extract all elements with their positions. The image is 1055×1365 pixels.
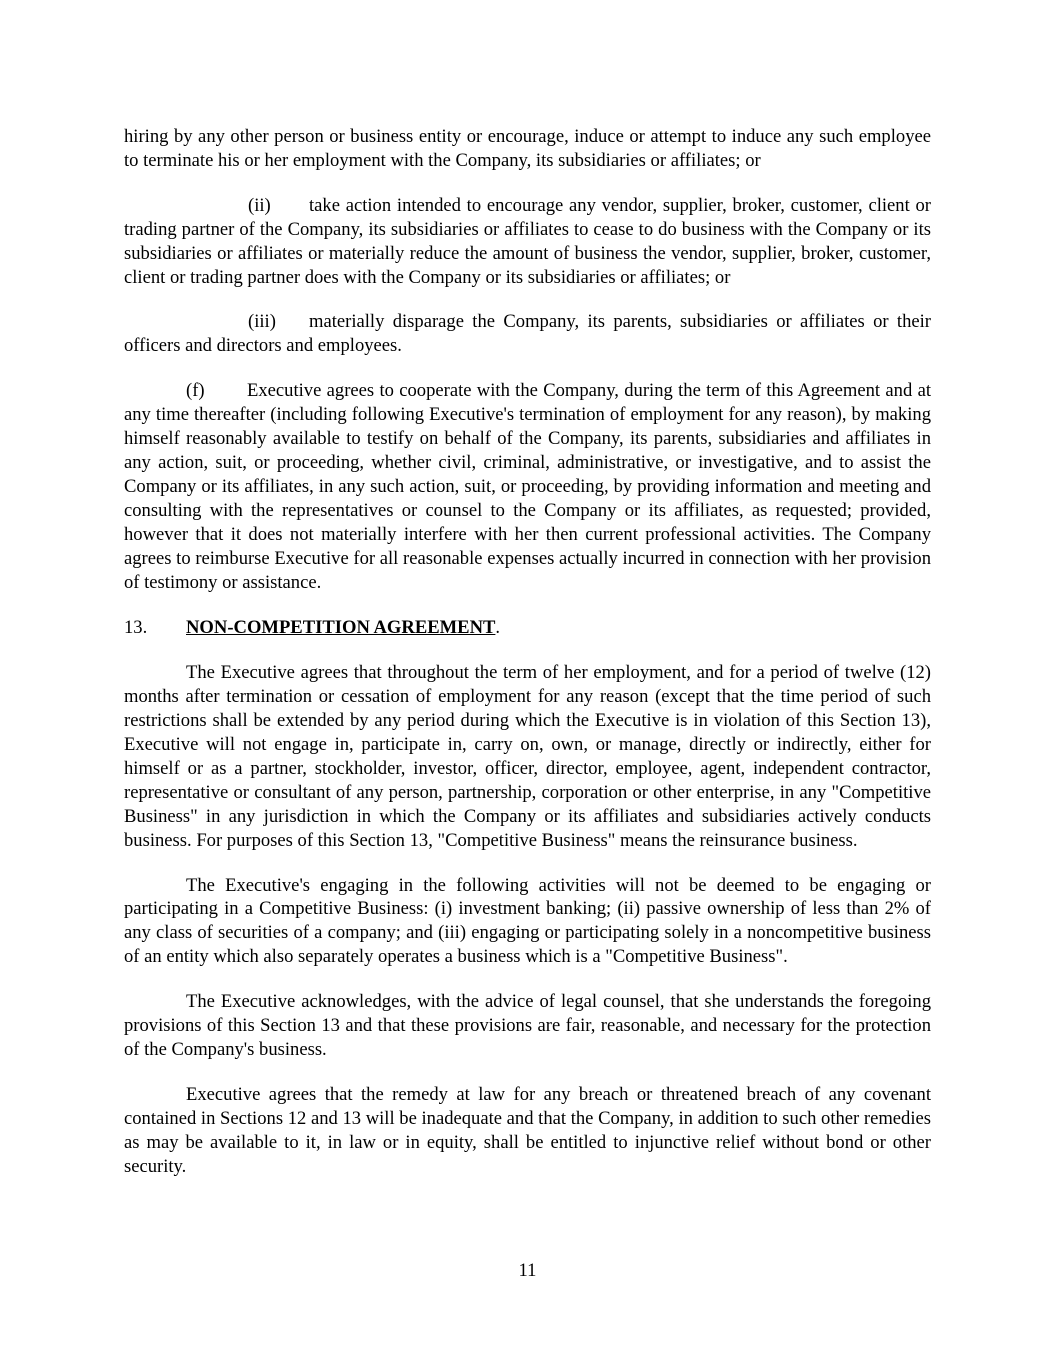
page-number: 11 bbox=[518, 1260, 537, 1281]
clause-number: (ii) bbox=[248, 194, 271, 216]
document-page bbox=[124, 125, 931, 1179]
paragraph-clause-ii bbox=[124, 194, 931, 290]
paragraph-clause-f bbox=[124, 379, 931, 594]
clause-text: materially disparage the Company, its parents, subsidiaries or affiliates or their officers and directors and employees. bbox=[124, 311, 931, 357]
paragraph-non-compete: The Executive agrees that throughout the term of her employment, and for a period of twelve (12) months after termination or cessation of employment for any reason (except that the time period of such restrictions shall be extended by any period during which the Executive is in violation of this Section 13), Executive will not engage in, participate in, carry on, own, or manage, directly or indirectly, either for himself or as a partner, stockholder, investor, officer, director, employee, agent, independent contractor, representative or consultant of any person, partnership, corporation or other enterprise, in any "Competitive Business" in any jurisdiction in which the Company or its affiliates and subsidiaries actively conducts business. For purposes of this Section 13, "Competitive Business" means the reinsurance business. bbox=[124, 662, 931, 851]
section-number: 13. bbox=[124, 617, 148, 639]
clause-text: Executive agrees to cooperate with the Company, during the term of this Agreement and at any time thereafter (including following Executive's termination of employment for any reason), by making himself reasonably available to testify on behalf of the Company, its parents, subsidiaries and affiliates in any action, suit, or proceeding, whether civil, criminal, administrative, or investigative, and to assist the Company or its affiliates, in any such action, suit, or proceeding, by providing information and meeting and consulting with the representatives or counsel to the Company or its affiliates, as requested; provided, however that it does not materially interfere with her then current professional activities. The Company agrees to reimburse Executive for all reasonable expenses actually incurred in connection with her provision of testimony or assistance. bbox=[124, 380, 931, 593]
paragraph-continuation: hiring by any other person or business entity or encourage, induce or attempt to induce any such employee to terminate his or her employment with the Company, its subsidiaries or affiliates; or bbox=[124, 126, 931, 171]
paragraph-remedy: Executive agrees that the remedy at law for any breach or threatened breach of any covenant contained in Sections 12 and 13 will be inadequate and that the Company, in addition to such other remedies as may be available to it, in law or in equity, shall be entitled to injunctive relief without bond or other security. bbox=[124, 1083, 931, 1177]
paragraph-clause-iii bbox=[124, 310, 931, 358]
section-title: NON-COMPETITION AGREEMENT bbox=[186, 617, 496, 639]
paragraph-exceptions: The Executive's engaging in the following activities will not be deemed to be engaging or participating in a Competitive Business: (i) investment banking; (ii) passive ownership of less than 2% of any class of securities of a company; and (iii) engaging or participating solely in a noncompetitive business of an entity which also separately operates a business which is a "Competitive Business". bbox=[124, 874, 931, 968]
section-heading bbox=[124, 616, 931, 640]
clause-number: (f) bbox=[186, 380, 205, 402]
clause-text: take action intended to encourage any vendor, supplier, broker, customer, client or trading partner of the Company, its subsidiaries or affiliates to cease to do business with the Company or its subsidiaries or affiliates or materially reduce the amount of business the vendor, supplier, broker, customer, client or trading partner does with the Company or its subsidiaries or affiliates; or bbox=[124, 194, 931, 288]
section-title-period: . bbox=[495, 617, 501, 639]
paragraph-acknowledgement: The Executive acknowledges, with the advice of legal counsel, that she understands the foregoing provisions of this Section 13 and that these provisions are fair, reasonable, and necessary for the protection of the Company's business. bbox=[124, 991, 931, 1060]
clause-number: (iii) bbox=[248, 311, 276, 333]
